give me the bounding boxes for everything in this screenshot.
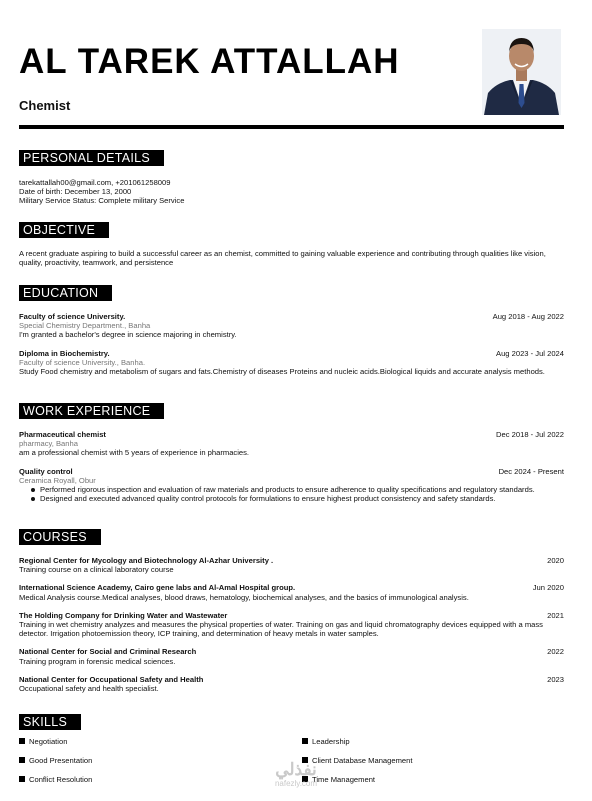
contact-info: tarekattallah00@gmail.com, +201061258009 — [19, 178, 171, 187]
education-entry — [19, 312, 564, 340]
date-of-birth: Date of birth: December 13, 2000 — [19, 187, 132, 197]
work-entry — [19, 467, 564, 504]
portrait-image — [482, 29, 561, 115]
skill-item: Client Database Management — [302, 756, 412, 765]
profile-photo — [482, 29, 561, 115]
entry-subtitle: Ceramica Royall, Obur — [19, 475, 96, 485]
education-entry — [19, 349, 564, 377]
entry-date: Dec 2018 - Jul 2022 — [496, 430, 564, 439]
courses-section — [19, 528, 564, 693]
skill-item: Negotiation — [19, 737, 67, 746]
entry-description: Study Food chemistry and metabolism of sugars and fats.Chemistry of diseases Proteins and nucleic acids.Biological liquids and accurate analysis methods. — [19, 367, 545, 377]
entry-date: Dec 2024 - Present — [498, 466, 564, 476]
course-entry — [19, 611, 564, 639]
section-title: OBJECTIVE — [19, 222, 109, 238]
entry-title: Pharmaceutical chemist — [19, 430, 106, 439]
header-divider — [19, 125, 564, 129]
entry-date: 2020 — [547, 556, 564, 565]
work-entry — [19, 430, 564, 458]
section-title: SKILLS — [19, 714, 81, 730]
course-entry — [19, 583, 564, 601]
entry-title: National Center for Social and Criminal Research — [19, 647, 197, 657]
entry-description: am a professional chemist with 5 years of experience in pharmacies. — [19, 448, 250, 458]
entry-date: Aug 2023 - Jul 2024 — [496, 348, 564, 358]
skill-item: Leadership — [302, 737, 350, 746]
entry-description: Training course on a clinical laboratory course — [19, 565, 174, 575]
entry-title: Regional Center for Mycology and Biotechnology Al-Azhar University . — [19, 556, 274, 565]
square-bullet-icon — [302, 738, 308, 744]
watermark-arabic: نفذلي — [275, 760, 317, 779]
entry-title: National Center for Occupational Safety and Health — [19, 674, 204, 684]
entry-description: Training in wet chemistry analyzes and measures the physical properties of water. Training on gas and liquid chromatography devices equipped with a mass detector. Irrigation photoemission theory, ICP training, and determination of heavy metals in water samples. — [19, 620, 543, 639]
watermark — [256, 761, 336, 788]
entry-description: Medical Analysis course.Medical analyses, blood draws, hematology, biochemical analyses, and the basics of immunological analysis. — [19, 592, 469, 602]
bullet-item: Designed and executed advanced quality control protocols for formulations to ensure highest product consistency and safety standards. — [30, 494, 564, 503]
entry-description: Occupational safety and health specialist. — [19, 684, 159, 694]
entry-subtitle: pharmacy, Banha — [19, 439, 78, 449]
entry-subtitle: Faculty of science University., Banha. — [19, 357, 146, 367]
course-entry — [19, 647, 564, 665]
skill-item: Good Presentation — [19, 756, 92, 765]
square-bullet-icon — [19, 757, 25, 763]
entry-title: Quality control — [19, 466, 73, 476]
entry-date: Jun 2020 — [532, 583, 564, 593]
square-bullet-icon — [19, 776, 25, 782]
entry-date: Aug 2018 - Aug 2022 — [492, 312, 564, 321]
entry-date: 2022 — [547, 647, 564, 657]
section-title: PERSONAL DETAILS — [19, 150, 164, 166]
bullet-list — [30, 485, 564, 503]
objective-section — [19, 221, 564, 267]
candidate-name: AL TAREK ATTALLAH — [19, 42, 400, 81]
entry-title: The Holding Company for Drinking Water and Wastewater — [19, 610, 228, 620]
entry-subtitle: Special Chemistry Department., Banha — [19, 321, 151, 331]
square-bullet-icon — [19, 738, 25, 744]
resume-header — [19, 28, 564, 128]
entry-title: Diploma in Biochemistry. — [19, 348, 110, 358]
military-status: Military Service Status: Complete military Service — [19, 196, 185, 206]
entry-title: Faculty of science University. — [19, 312, 126, 321]
entry-description: I'm granted a bachelor's degree in science majoring in chemistry. — [19, 330, 237, 340]
entry-date: 2021 — [547, 610, 564, 620]
personal-details-section — [19, 149, 564, 206]
section-title: WORK EXPERIENCE — [19, 403, 164, 419]
section-title: COURSES — [19, 529, 101, 545]
course-entry — [19, 675, 564, 693]
entry-description: Training program in forensic medical sciences. — [19, 656, 176, 666]
skills-section — [19, 713, 564, 731]
skill-item: Time Management — [302, 775, 375, 784]
work-experience-section — [19, 402, 564, 503]
section-title: EDUCATION — [19, 285, 112, 301]
skill-item: Conflict Resolution — [19, 775, 92, 784]
bullet-item: Performed rigorous inspection and evaluation of raw materials and products to ensure adherence to quality specifications and regulatory standards. — [30, 485, 564, 494]
watermark-latin: nafezly.com — [274, 779, 318, 788]
objective-text: A recent graduate aspiring to build a successful career as an chemist, committed to gaining valuable experience and contributing through qualities like vision, quality, proactivity, teamwork, and persistence — [19, 249, 546, 268]
education-section — [19, 284, 564, 376]
course-entry — [19, 556, 564, 574]
entry-date: 2023 — [547, 674, 564, 684]
entry-title: International Science Academy, Cairo gene labs and Al-Amal Hospital group. — [19, 583, 296, 593]
job-title: Chemist — [19, 98, 71, 113]
